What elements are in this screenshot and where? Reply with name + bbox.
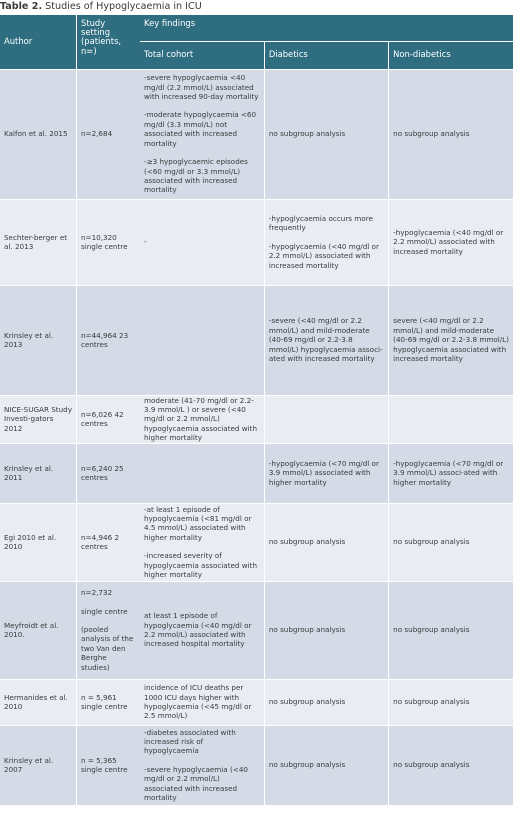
study-setting-cell	[77, 395, 141, 443]
cell-paragraph: no subgroup analysis	[393, 760, 470, 770]
study-setting-cell	[77, 503, 141, 581]
total-cohort-cell	[140, 395, 264, 443]
table-row	[0, 679, 513, 725]
header-total-cohort: Total cohort	[140, 41, 264, 69]
diabetics-cell	[264, 679, 388, 725]
cell-paragraph: -hypoglycaemia occurs more frequently	[268, 213, 373, 233]
non-diabetics-cell	[389, 725, 513, 805]
header-diabetics: Diabetics	[264, 41, 388, 69]
total-cohort-cell	[140, 679, 264, 725]
cell-paragraph: moderate (41-70 mg/dl or 2.2-3.9 mmol/L ) or severe (<40 mg/dl or 2.2 mmol/L) hypoglycaemia associated with higher mortality	[144, 395, 258, 443]
cell-paragraph: no subgroup analysis	[268, 625, 346, 635]
study-setting-cell	[77, 69, 141, 199]
cell-paragraph: -hypoglycaemia (<70 mg/dl or 3.9 mmol/L) associated with higher mortality	[268, 458, 379, 487]
header-study-setting: Study setting (patients, n=)	[77, 15, 141, 69]
diabetics-cell	[264, 395, 388, 443]
table-row	[0, 69, 513, 199]
table-row	[0, 285, 513, 395]
cell-paragraph: n=10,320 single centre	[81, 232, 128, 251]
table-row	[0, 581, 513, 679]
header-non-diabetics: Non-diabetics	[389, 41, 513, 69]
non-diabetics-cell	[389, 443, 513, 503]
author-cell: Hermanides et al. 2010	[0, 679, 77, 725]
non-diabetics-cell	[389, 199, 513, 285]
cell-paragraph: -at least 1 episode of hypoglycaemia (<81 mg/dl or 4.5 mmol/L) associated with higher mortality	[144, 504, 252, 542]
cell-paragraph: -diabetes associated with increased risk of hypoglycaemia	[144, 727, 236, 756]
cell-paragraph: n=2,684	[81, 129, 113, 139]
diabetics-cell	[264, 285, 388, 395]
cell-paragraph: -≥3 hypoglycaemic episodes (<60 mg/dl or 3.3 mmol/L) associated with increased mortality	[144, 157, 248, 195]
total-cohort-cell	[140, 581, 264, 679]
cell-paragraph: (pooled analysis of the two Van den Berghe studies)	[81, 624, 134, 672]
diabetics-cell	[264, 443, 388, 503]
cell-paragraph: n = 5,961 single centre	[81, 692, 128, 712]
table-row	[0, 395, 513, 443]
cell-paragraph: -severe hypoglycaemia <40 mg/dl (2.2 mmol/L) associated with increased 90-day mortality	[144, 73, 259, 102]
diabetics-cell	[264, 503, 388, 581]
table-caption	[0, 0, 202, 14]
author-cell: Krinsley et al. 2011	[0, 443, 77, 503]
cell-paragraph: -increased severity of hypoglycaemia associated with higher mortality	[144, 551, 258, 580]
cell-paragraph: no subgroup analysis	[393, 625, 470, 635]
cell-paragraph: n=4,946 2 centres	[81, 532, 120, 552]
cell-paragraph: no subgroup analysis	[393, 129, 470, 139]
table-body	[0, 69, 513, 805]
study-setting-cell	[77, 443, 141, 503]
header-author: Author	[0, 15, 77, 69]
cell-paragraph: n=6,026 42 centres	[81, 409, 124, 429]
total-cohort-cell	[140, 443, 264, 503]
total-cohort-cell	[140, 503, 264, 581]
diabetics-cell	[264, 199, 388, 285]
non-diabetics-cell	[389, 395, 513, 443]
total-cohort-cell	[140, 725, 264, 805]
cell-paragraph: incidence of ICU deaths per 1000 ICU days higher with hypoglycaemia (<45 mg/dl or 2.5 mmol/L)	[144, 683, 252, 721]
study-setting-cell	[77, 725, 141, 805]
cell-paragraph: n=2,732	[81, 588, 113, 598]
diabetics-cell	[264, 581, 388, 679]
table-row	[0, 199, 513, 285]
non-diabetics-cell	[389, 581, 513, 679]
non-diabetics-cell	[389, 679, 513, 725]
cell-paragraph: n = 5,365 single centre	[81, 755, 128, 775]
total-cohort-cell	[140, 69, 264, 199]
cell-paragraph: -severe (<40 mg/dl or 2.2 mmol/L) and mild-moderate (40-69 mg/dl or 2.2-3.8 mmol/L) hypoglycaemia associ-ated with increased mortality	[268, 316, 383, 364]
cell-paragraph: -severe hypoglycaemia (<40 mg/dl or 2.2 mmol/L) associated with increased mortality	[144, 764, 248, 803]
total-cohort-cell	[140, 199, 264, 285]
diabetics-cell	[264, 69, 388, 199]
author-cell: Egi 2010 et al. 2010	[0, 503, 77, 581]
cell-paragraph: -moderate hypoglycaemia <60 mg/dl (3.3 mmol/L) not associated with increased mortality	[144, 110, 257, 148]
study-setting-cell	[77, 285, 141, 395]
diabetics-cell	[264, 725, 388, 805]
table-row	[0, 725, 513, 805]
table-caption-label: Table 2.	[0, 1, 43, 12]
cell-paragraph: at least 1 episode of hypoglycaemia (<40 mg/dl or 2.2 mmol/L) associated with increased hospital mortality	[144, 611, 252, 649]
author-cell: NICE-SUGAR Study Investi-gators 2012	[0, 395, 77, 443]
header-key-findings: Key findings	[140, 15, 513, 41]
non-diabetics-cell	[389, 69, 513, 199]
study-setting-cell	[77, 581, 141, 679]
hypoglycaemia-studies-table	[0, 15, 513, 806]
cell-paragraph: no subgroup analysis	[268, 129, 346, 139]
author-cell: Meyfroidt et al. 2010.	[0, 581, 77, 679]
cell-paragraph: -hypoglycaemia (<70 mg/dl or 3.9 mmol/L) associ-ated with higher mortality	[393, 458, 504, 487]
table-row	[0, 443, 513, 503]
study-setting-cell	[77, 199, 141, 285]
study-setting-cell	[77, 679, 141, 725]
author-cell: Krinsley et al. 2013	[0, 285, 77, 395]
cell-paragraph: no subgroup analysis	[268, 760, 346, 770]
cell-paragraph: severe (<40 mg/dl or 2.2 mmol/L) and mild-moderate (40-69 mg/dl or 2.2-3.8 mmol/L) hypoglycaemia associated with increased mortality	[393, 316, 509, 364]
author-cell: Sechter-berger et al. 2013	[0, 199, 77, 285]
cell-paragraph: no subgroup analysis	[393, 537, 470, 547]
non-diabetics-cell	[389, 503, 513, 581]
cell-paragraph: -hypoglycaemia (<40 mg/dl or 2.2 mmol/L) associated with increased mortality	[268, 241, 379, 270]
author-cell: Kalfon et al. 2015	[0, 69, 77, 199]
cell-paragraph: single centre	[81, 606, 128, 616]
total-cohort-cell	[140, 285, 264, 395]
cell-paragraph: -	[144, 237, 147, 247]
non-diabetics-cell	[389, 285, 513, 395]
cell-paragraph: n=44,964 23 centres	[81, 330, 129, 349]
cell-paragraph: no subgroup analysis	[268, 537, 346, 547]
cell-paragraph: no subgroup analysis	[393, 697, 470, 707]
table-row	[0, 503, 513, 581]
cell-paragraph: no subgroup analysis	[268, 697, 346, 707]
table-caption-title: Studies of Hypoglycaemia in ICU	[45, 1, 202, 12]
cell-paragraph: -hypoglycaemia (<40 mg/dl or 2.2 mmol/L) associated with increased mortality	[393, 227, 504, 256]
author-cell: Krinsley et al. 2007	[0, 725, 77, 805]
cell-paragraph: n=6,240 25 centres	[81, 463, 124, 483]
